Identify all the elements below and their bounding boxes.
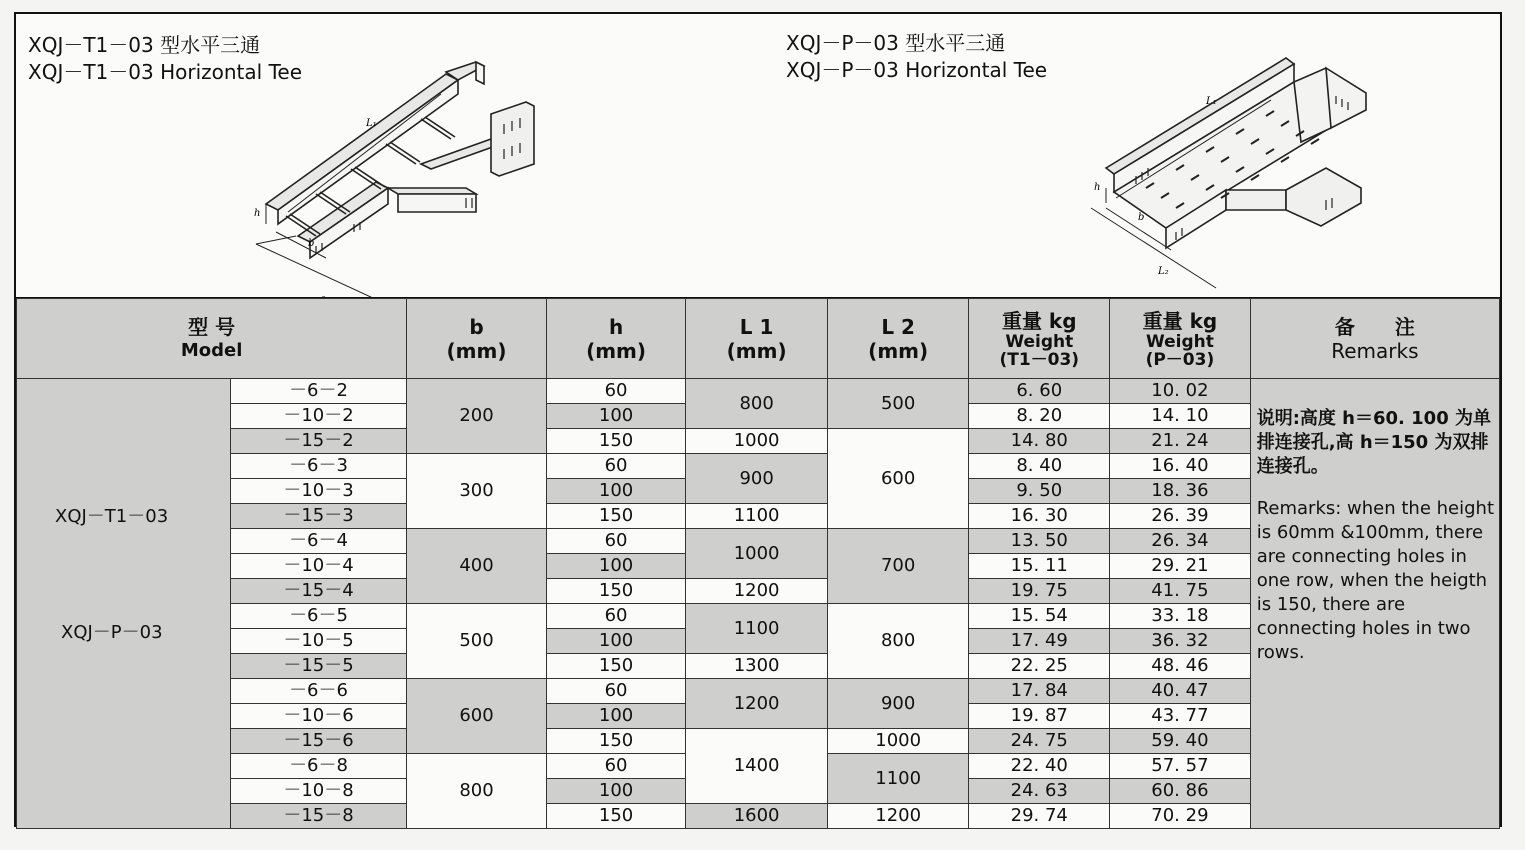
model-suffix: －10－4 <box>230 554 406 579</box>
weight-p-value: 10. 02 <box>1110 379 1251 404</box>
left-title-en: XQJ－T1－03 Horizontal Tee <box>28 60 302 84</box>
h-value: 60 <box>546 379 686 404</box>
dim-l1-label: L₁ <box>366 118 377 129</box>
ladder-tee-drawing <box>236 54 556 304</box>
h-value: 100 <box>546 779 686 804</box>
l2-value: 1200 <box>827 804 969 829</box>
l2-value: 800 <box>827 604 969 679</box>
header-l1 <box>686 299 828 379</box>
weight-p-value: 43. 77 <box>1110 704 1251 729</box>
weight-p-value: 36. 32 <box>1110 629 1251 654</box>
right-title-cn: XQJ－P－03 型水平三通 <box>786 31 1006 55</box>
header-l2-label: L 2 <box>881 314 915 339</box>
weight-p-value: 60. 86 <box>1110 779 1251 804</box>
tray-dim-b-label: b <box>1138 212 1145 223</box>
h-value: 60 <box>546 754 686 779</box>
header-b <box>407 299 547 379</box>
header-w1-cn: 重量 kg <box>1001 308 1077 333</box>
b-value: 300 <box>407 454 547 529</box>
l1-value: 1000 <box>686 529 828 579</box>
h-value: 100 <box>546 479 686 504</box>
l2-value: 1100 <box>827 754 969 804</box>
weight-p-value: 59. 40 <box>1110 729 1251 754</box>
remarks-en: Remarks: when the height is 60mm &100mm, there are connecting holes in one row, when the heigth is 150, there are connecting holes in two rows. <box>1256 498 1495 663</box>
model-suffix: －10－5 <box>230 629 406 654</box>
right-product-title <box>786 30 1047 84</box>
header-model-cn: 型 号 <box>188 314 236 339</box>
model-suffix: －6－3 <box>230 454 406 479</box>
l1-value: 1100 <box>686 504 828 529</box>
weight-p-value: 21. 24 <box>1110 429 1251 454</box>
h-value: 60 <box>546 604 686 629</box>
left-title-cn: XQJ－T1－03 型水平三通 <box>28 33 261 57</box>
remarks-cn: 说明:高度 h＝60. 100 为单排连接孔,高 h＝150 为双排连接孔。 <box>1256 408 1491 477</box>
header-h-unit: (mm) <box>586 338 647 363</box>
dim-b-label: b <box>308 238 315 249</box>
weight-t1-value: 19. 87 <box>969 704 1110 729</box>
header-l2 <box>827 299 969 379</box>
header-w1-sub: (T1－03) <box>999 349 1080 370</box>
weight-t1-value: 14. 80 <box>969 429 1110 454</box>
weight-t1-value: 24. 63 <box>969 779 1110 804</box>
l2-value: 500 <box>827 379 969 429</box>
dim-h-label: h <box>254 208 261 219</box>
header-h-label: h <box>608 314 624 339</box>
b-value: 800 <box>407 754 547 829</box>
weight-t1-value: 24. 75 <box>969 729 1110 754</box>
model-suffix: －15－8 <box>230 804 406 829</box>
l1-value: 1400 <box>686 729 828 804</box>
specification-table <box>16 298 1500 829</box>
header-weight-p <box>1110 299 1251 379</box>
header-h <box>546 299 686 379</box>
weight-p-value: 18. 36 <box>1110 479 1251 504</box>
weight-p-value: 26. 39 <box>1110 504 1251 529</box>
l2-value: 600 <box>827 429 969 529</box>
header-w2-sub: (P－03) <box>1145 349 1215 370</box>
header-weight-t1 <box>969 299 1110 379</box>
l1-value: 1200 <box>686 679 828 729</box>
model-name-t1: XQJ－T1－03 <box>55 506 169 527</box>
model-suffix: －6－4 <box>230 529 406 554</box>
weight-p-value: 57. 57 <box>1110 754 1251 779</box>
catalog-frame <box>14 12 1502 827</box>
weight-p-value: 41. 75 <box>1110 579 1251 604</box>
table-body <box>17 379 1500 829</box>
weight-t1-value: 17. 84 <box>969 679 1110 704</box>
weight-t1-value: 9. 50 <box>969 479 1110 504</box>
weight-t1-value: 13. 50 <box>969 529 1110 554</box>
model-suffix: －15－3 <box>230 504 406 529</box>
weight-t1-value: 19. 75 <box>969 579 1110 604</box>
table-header-row <box>17 299 1500 379</box>
b-value: 400 <box>407 529 547 604</box>
model-suffix: －6－8 <box>230 754 406 779</box>
weight-p-value: 48. 46 <box>1110 654 1251 679</box>
model-suffix: －15－4 <box>230 579 406 604</box>
weight-t1-value: 17. 49 <box>969 629 1110 654</box>
l2-value: 900 <box>827 679 969 729</box>
weight-p-value: 29. 21 <box>1110 554 1251 579</box>
tray-dim-h-label: h <box>1094 182 1101 193</box>
weight-p-value: 16. 40 <box>1110 454 1251 479</box>
header-b-label: b <box>469 314 484 339</box>
header-l2-unit: (mm) <box>868 338 929 363</box>
l2-value: 700 <box>827 529 969 604</box>
model-suffix: －10－2 <box>230 404 406 429</box>
weight-p-value: 26. 34 <box>1110 529 1251 554</box>
header-b-unit: (mm) <box>446 338 507 363</box>
l1-value: 900 <box>686 454 828 504</box>
weight-p-value: 14. 10 <box>1110 404 1251 429</box>
weight-t1-value: 15. 54 <box>969 604 1110 629</box>
model-suffix: －10－6 <box>230 704 406 729</box>
tray-dim-l1-label: L₁ <box>1206 96 1217 107</box>
model-suffix: －6－6 <box>230 679 406 704</box>
h-value: 60 <box>546 454 686 479</box>
header-l1-label: L 1 <box>739 314 774 339</box>
l1-value: 1600 <box>686 804 828 829</box>
table-row <box>17 379 1500 404</box>
model-suffix: －15－6 <box>230 729 406 754</box>
weight-t1-value: 8. 20 <box>969 404 1110 429</box>
weight-t1-value: 16. 30 <box>969 504 1110 529</box>
header-remarks-cn: 备 注 <box>1334 314 1415 339</box>
h-value: 100 <box>546 404 686 429</box>
weight-t1-value: 15. 11 <box>969 554 1110 579</box>
l2-value: 1000 <box>827 729 969 754</box>
h-value: 60 <box>546 679 686 704</box>
h-value: 60 <box>546 529 686 554</box>
h-value: 100 <box>546 704 686 729</box>
l1-value: 1300 <box>686 654 828 679</box>
remarks-cell <box>1250 379 1499 829</box>
weight-t1-value: 8. 40 <box>969 454 1110 479</box>
header-w2-cn: 重量 kg <box>1142 308 1218 333</box>
h-value: 150 <box>546 429 686 454</box>
right-title-en: XQJ－P－03 Horizontal Tee <box>786 58 1048 82</box>
header-model <box>17 299 407 379</box>
model-name-p: XQJ－P－03 <box>61 622 163 643</box>
l1-value: 1100 <box>686 604 828 654</box>
weight-p-value: 33. 18 <box>1110 604 1251 629</box>
tray-dim-l2-label: L₂ <box>1158 266 1169 277</box>
model-suffix: －6－5 <box>230 604 406 629</box>
model-suffix: －10－8 <box>230 779 406 804</box>
header-w2-en: Weight <box>1145 331 1214 352</box>
tray-tee-drawing <box>1076 38 1376 293</box>
weight-t1-value: 6. 60 <box>969 379 1110 404</box>
h-value: 100 <box>546 629 686 654</box>
header-w1-en: Weight <box>1005 331 1074 352</box>
h-value: 150 <box>546 579 686 604</box>
b-value: 500 <box>407 604 547 679</box>
weight-t1-value: 29. 74 <box>969 804 1110 829</box>
l1-value: 800 <box>686 379 828 429</box>
weight-p-value: 40. 47 <box>1110 679 1251 704</box>
model-suffix: －6－2 <box>230 379 406 404</box>
model-cell <box>17 379 231 829</box>
model-suffix: －15－2 <box>230 429 406 454</box>
model-suffix: －15－5 <box>230 654 406 679</box>
header-remarks-en: Remarks <box>1331 338 1419 363</box>
h-value: 150 <box>546 654 686 679</box>
b-value: 200 <box>407 379 547 454</box>
h-value: 150 <box>546 504 686 529</box>
h-value: 100 <box>546 554 686 579</box>
header-l1-unit: (mm) <box>726 338 787 363</box>
h-value: 150 <box>546 804 686 829</box>
h-value: 150 <box>546 729 686 754</box>
header-model-en: Model <box>180 339 243 361</box>
b-value: 600 <box>407 679 547 754</box>
weight-t1-value: 22. 25 <box>969 654 1110 679</box>
weight-t1-value: 22. 40 <box>969 754 1110 779</box>
model-suffix: －10－3 <box>230 479 406 504</box>
l1-value: 1200 <box>686 579 828 604</box>
header-remarks <box>1250 299 1499 379</box>
l1-value: 1000 <box>686 429 828 454</box>
weight-p-value: 70. 29 <box>1110 804 1251 829</box>
